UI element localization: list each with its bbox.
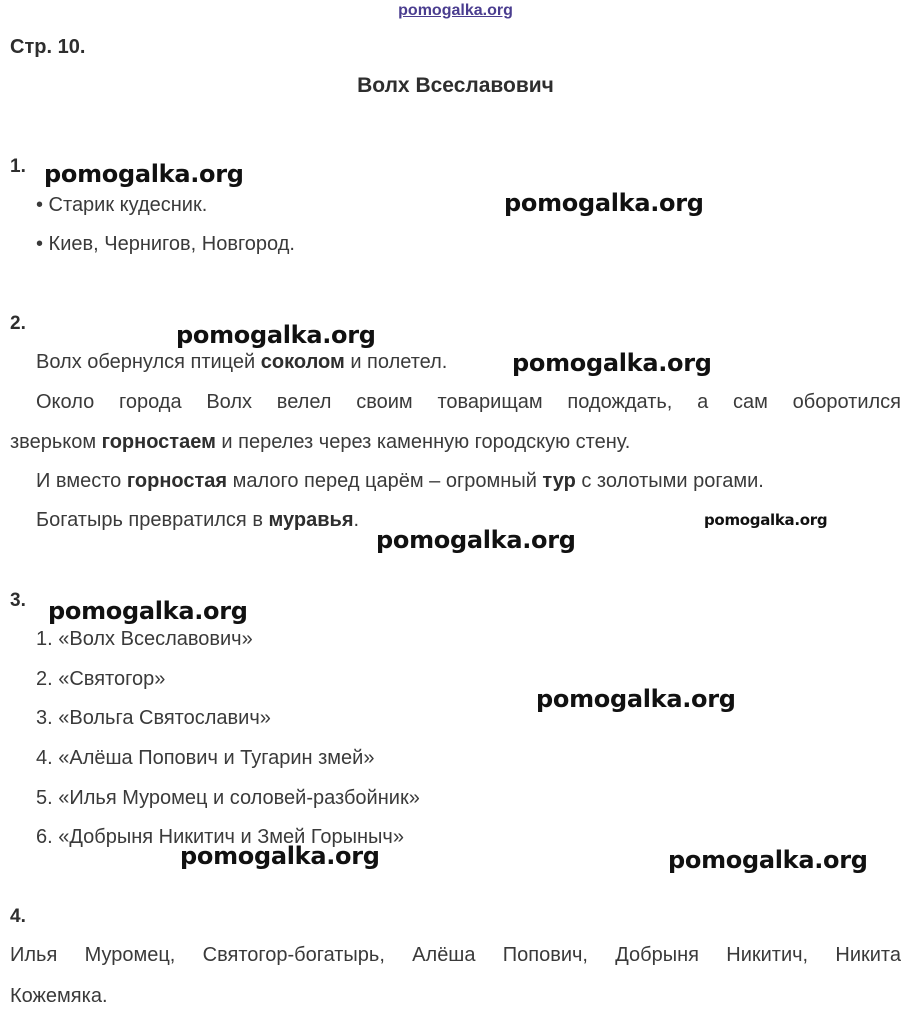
watermark: pomogalka.org — [376, 526, 576, 554]
list-item: 2. «Святогор» — [36, 668, 166, 690]
task-2-sentence: Богатырь превратился в муравья. — [36, 509, 360, 531]
task-1-number: 1. — [10, 156, 26, 177]
watermark: pomogalka.org — [536, 685, 736, 713]
task-2-sentence: зверьком горностаем и перелез через каменную городскую стену. — [10, 431, 631, 453]
watermark: pomogalka.org — [176, 321, 376, 349]
task-4-answer-line: Илья Муромец, Святогор-богатырь, Алёша Попович, Добрыня Никитич, Никита — [10, 944, 901, 966]
list-item: 5. «Илья Муромец и соловей-разбойник» — [36, 787, 420, 809]
watermark: pomogalka.org — [512, 349, 712, 377]
watermark: pomogalka.org — [48, 597, 248, 625]
watermark: pomogalka.org — [44, 160, 244, 188]
task-2-sentence: Волх обернулся птицей соколом и полетел. — [36, 351, 448, 373]
list-item: 1. «Волх Всеславович» — [36, 628, 253, 650]
task-4-number: 4. — [10, 906, 26, 927]
page-title: Волх Всеславович — [357, 74, 554, 97]
list-item: 4. «Алёша Попович и Тугарин змей» — [36, 747, 375, 769]
task-4-answer-line: Кожемяка. — [10, 985, 108, 1007]
watermark: pomogalka.org — [180, 842, 380, 870]
task-2-sentence: И вместо горностая малого перед царём – огромный тур с золотыми рогами. — [36, 470, 764, 492]
task-2-sentence: Около города Волх велел своим товарищам подождать, а сам оборотился — [36, 391, 901, 413]
task-1-item: • Старик кудесник. — [36, 194, 208, 216]
task-3-number: 3. — [10, 590, 26, 611]
list-item: 3. «Вольга Святославич» — [36, 707, 271, 729]
page-number: Стр. 10. — [10, 36, 86, 58]
watermark: pomogalka.org — [704, 511, 828, 529]
watermark: pomogalka.org — [504, 189, 704, 217]
top-site-link[interactable]: pomogalka.org — [398, 2, 513, 19]
task-2-number: 2. — [10, 313, 26, 334]
watermark: pomogalka.org — [668, 846, 868, 874]
list-item: 6. «Добрыня Никитич и Змей Горыныч» — [36, 826, 404, 848]
task-1-item: • Киев, Чернигов, Новгород. — [36, 233, 295, 255]
